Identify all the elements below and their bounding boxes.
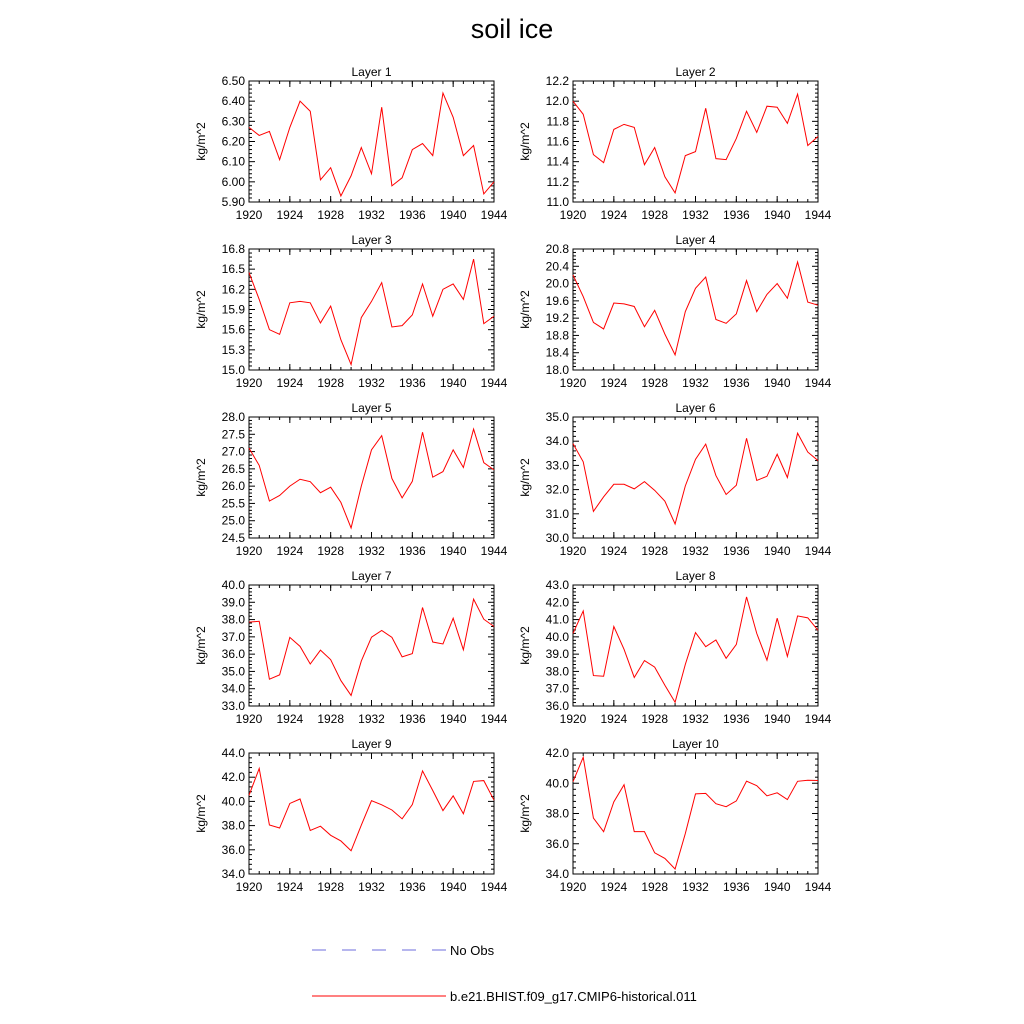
panel-10-ytick-label: 38.0 [545, 806, 569, 821]
panel-8-title: Layer 8 [675, 569, 716, 583]
panel-1-ytick-label: 6.00 [221, 174, 245, 189]
panel-2-ytick-label: 12.0 [545, 94, 569, 109]
panel-7-xtick-label: 1932 [358, 712, 385, 726]
panel-5-xtick-label: 1928 [317, 544, 345, 558]
panel-7-xtick-label: 1940 [439, 712, 467, 726]
panel-5-xtick-label: 1936 [398, 544, 426, 558]
panel-2-xtick-label: 1928 [641, 208, 669, 222]
panel-1-title: Layer 1 [351, 65, 392, 79]
panel-7-ytick-label: 34.0 [221, 681, 245, 696]
panel-1-xtick-label: 1928 [317, 208, 345, 222]
panel-9 [194, 737, 508, 894]
panel-10-ytick-label: 34.0 [545, 867, 569, 881]
panel-8-ytick-label: 42.0 [545, 595, 569, 610]
panel-4-ytick-label: 20.4 [545, 259, 569, 274]
panel-8-xtick-label: 1920 [559, 712, 587, 726]
panel-3-xtick-label: 1940 [439, 376, 467, 390]
panel-1-ytick-label: 6.40 [221, 94, 245, 109]
panel-2-ytick-label: 11.2 [546, 174, 569, 189]
panel-8-xtick-label: 1940 [763, 712, 791, 726]
panel-8-xtick-label: 1932 [682, 712, 709, 726]
panel-9-ytick-label: 38.0 [221, 818, 245, 833]
panel-10-ylabel: kg/m^2 [518, 794, 532, 833]
panel-9-xtick-label: 1936 [398, 880, 426, 894]
panel-4-series-line [573, 262, 818, 355]
panel-3-title: Layer 3 [351, 233, 392, 247]
panel-4-title: Layer 4 [675, 233, 716, 247]
panel-2-ytick-label: 11.0 [546, 195, 569, 209]
panel-7 [194, 569, 508, 726]
panel-6-title: Layer 6 [675, 401, 716, 415]
panel-7-xtick-label: 1920 [235, 712, 263, 726]
panel-1 [194, 65, 508, 222]
panel-3-xtick-label: 1920 [235, 376, 263, 390]
panel-7-title: Layer 7 [351, 569, 392, 583]
panel-2-title: Layer 2 [675, 65, 716, 79]
panel-8-xtick-label: 1944 [804, 712, 832, 726]
panel-1-xtick-label: 1920 [235, 208, 263, 222]
panel-1-xtick-label: 1932 [358, 208, 385, 222]
panel-6-ytick-label: 31.0 [545, 506, 569, 521]
panel-5-ytick-label: 26.5 [221, 461, 245, 476]
panel-4-ytick-label: 19.2 [545, 311, 569, 326]
panel-7-xtick-label: 1936 [398, 712, 426, 726]
panel-9-xtick-label: 1944 [480, 880, 508, 894]
panel-10-ytick-label: 40.0 [545, 776, 569, 791]
panel-8-ytick-label: 38.0 [545, 664, 569, 679]
panel-10-ytick-label: 42.0 [545, 746, 569, 760]
panel-8-ytick-label: 43.0 [545, 578, 569, 592]
panel-9-ytick-label: 34.0 [221, 867, 245, 881]
panel-4-xtick-label: 1924 [600, 376, 628, 390]
panel-6-xtick-label: 1920 [559, 544, 587, 558]
panel-6-ytick-label: 34.0 [545, 434, 569, 449]
panel-5-ytick-label: 25.0 [221, 513, 245, 528]
panel-4-ylabel: kg/m^2 [518, 290, 532, 329]
panel-4-xtick-label: 1920 [559, 376, 587, 390]
panel-6-xtick-label: 1936 [722, 544, 750, 558]
panel-5-ytick-label: 27.0 [221, 444, 245, 459]
panel-5-ytick-label: 28.0 [221, 410, 245, 424]
panel-10-xtick-label: 1920 [559, 880, 587, 894]
panel-3-xtick-label: 1924 [276, 376, 304, 390]
panel-9-xtick-label: 1940 [439, 880, 467, 894]
panel-1-ytick-label: 6.30 [221, 114, 245, 129]
panel-5-series-line [249, 429, 494, 528]
panel-3-ytick-label: 15.6 [221, 322, 245, 337]
panel-2-xtick-label: 1920 [559, 208, 587, 222]
panel-7-xtick-label: 1944 [480, 712, 508, 726]
panel-5-xtick-label: 1940 [439, 544, 467, 558]
panel-5 [194, 401, 508, 558]
panel-1-xtick-label: 1936 [398, 208, 426, 222]
panel-8-xtick-label: 1936 [722, 712, 750, 726]
panel-9-ylabel: kg/m^2 [194, 794, 208, 833]
panel-7-ytick-label: 40.0 [221, 578, 245, 592]
panel-8-ytick-label: 40.0 [545, 629, 569, 644]
panel-4-frame [573, 249, 818, 370]
panel-7-ytick-label: 36.0 [221, 647, 245, 662]
panel-1-ytick-label: 6.10 [221, 154, 245, 169]
panel-10-xtick-label: 1944 [804, 880, 832, 894]
panel-4-ytick-label: 18.0 [545, 363, 569, 377]
panel-6-xtick-label: 1932 [682, 544, 709, 558]
panel-1-xtick-label: 1940 [439, 208, 467, 222]
panel-7-series-line [249, 599, 494, 695]
panel-5-xtick-label: 1924 [276, 544, 304, 558]
panel-7-ytick-label: 33.0 [221, 699, 245, 713]
panel-5-title: Layer 5 [351, 401, 392, 415]
panel-7-ylabel: kg/m^2 [194, 626, 208, 665]
panel-4-xtick-label: 1944 [804, 376, 832, 390]
panel-3 [194, 233, 508, 390]
panel-9-xtick-label: 1928 [317, 880, 345, 894]
panel-10-xtick-label: 1928 [641, 880, 669, 894]
panel-7-frame [249, 585, 494, 706]
panel-7-ytick-label: 39.0 [221, 595, 245, 610]
panel-2-xtick-label: 1924 [600, 208, 628, 222]
panel-8-series-line [573, 597, 818, 702]
panel-8-xtick-label: 1924 [600, 712, 628, 726]
panel-6-xtick-label: 1928 [641, 544, 669, 558]
panel-4-xtick-label: 1928 [641, 376, 669, 390]
panel-1-ylabel: kg/m^2 [194, 122, 208, 161]
panel-4-ytick-label: 18.4 [545, 345, 569, 360]
panel-1-xtick-label: 1924 [276, 208, 304, 222]
panel-6-xtick-label: 1940 [763, 544, 791, 558]
panel-3-xtick-label: 1928 [317, 376, 345, 390]
panel-5-ytick-label: 24.5 [221, 531, 245, 545]
panel-2 [518, 65, 832, 222]
panel-6-ytick-label: 35.0 [545, 410, 569, 424]
panel-6-xtick-label: 1944 [804, 544, 832, 558]
panel-3-ytick-label: 15.0 [221, 363, 245, 377]
panel-7-ytick-label: 37.0 [221, 629, 245, 644]
panel-10-series-line [573, 757, 818, 869]
panel-4-ytick-label: 20.8 [545, 242, 569, 256]
panel-5-ylabel: kg/m^2 [194, 458, 208, 497]
panel-9-xtick-label: 1920 [235, 880, 263, 894]
panel-2-ytick-label: 12.2 [545, 74, 569, 88]
panel-6 [518, 401, 832, 558]
panel-9-xtick-label: 1932 [358, 880, 385, 894]
panel-8-ytick-label: 37.0 [545, 681, 569, 696]
panel-7-xtick-label: 1928 [317, 712, 345, 726]
panel-5-frame [249, 417, 494, 538]
panel-4 [518, 233, 832, 390]
panel-5-ytick-label: 25.5 [221, 496, 245, 511]
panel-3-xtick-label: 1944 [480, 376, 508, 390]
panel-9-xtick-label: 1924 [276, 880, 304, 894]
panel-5-ytick-label: 27.5 [221, 427, 245, 442]
panel-6-ytick-label: 33.0 [545, 458, 569, 473]
panel-10-title: Layer 10 [672, 737, 719, 751]
panel-6-xtick-label: 1924 [600, 544, 628, 558]
legend [312, 943, 697, 1004]
panel-3-xtick-label: 1936 [398, 376, 426, 390]
panel-3-ytick-label: 16.5 [221, 262, 245, 277]
panel-2-ytick-label: 11.6 [546, 134, 569, 149]
panel-4-xtick-label: 1940 [763, 376, 791, 390]
panel-3-ytick-label: 15.3 [221, 342, 245, 357]
panel-1-ytick-label: 5.90 [221, 195, 245, 209]
panel-3-series-line [249, 259, 494, 365]
panel-2-series-line [573, 94, 818, 193]
panel-3-frame [249, 249, 494, 370]
panel-6-ytick-label: 32.0 [545, 482, 569, 497]
panel-9-series-line [249, 768, 494, 850]
panel-10-xtick-label: 1924 [600, 880, 628, 894]
panel-10-ytick-label: 36.0 [545, 836, 569, 851]
panel-2-ylabel: kg/m^2 [518, 122, 532, 161]
panel-2-ytick-label: 11.4 [546, 154, 569, 169]
panel-9-ytick-label: 44.0 [221, 746, 245, 760]
panel-4-xtick-label: 1936 [722, 376, 750, 390]
panel-10-xtick-label: 1940 [763, 880, 791, 894]
panel-8 [518, 569, 832, 726]
panel-5-xtick-label: 1920 [235, 544, 263, 558]
panel-6-series-line [573, 433, 818, 524]
panel-8-ytick-label: 39.0 [545, 647, 569, 662]
panel-5-ytick-label: 26.0 [221, 479, 245, 494]
panel-6-ylabel: kg/m^2 [518, 458, 532, 497]
panel-7-xtick-label: 1924 [276, 712, 304, 726]
panel-2-xtick-label: 1944 [804, 208, 832, 222]
panel-8-ytick-label: 36.0 [545, 699, 569, 713]
panel-2-xtick-label: 1936 [722, 208, 750, 222]
panel-2-xtick-label: 1932 [682, 208, 709, 222]
panel-9-title: Layer 9 [351, 737, 392, 751]
chart-main-title: soil ice [470, 14, 554, 44]
panel-1-series-line [249, 93, 494, 196]
panel-8-xtick-label: 1928 [641, 712, 669, 726]
panel-6-ytick-label: 30.0 [545, 531, 569, 545]
panel-4-ytick-label: 19.6 [545, 293, 569, 308]
panel-6-frame [573, 417, 818, 538]
legend-obs-label: No Obs [450, 943, 495, 958]
panel-7-ytick-label: 35.0 [221, 664, 245, 679]
panel-1-ytick-label: 6.50 [221, 74, 245, 88]
panel-9-ytick-label: 42.0 [221, 770, 245, 785]
panel-5-xtick-label: 1944 [480, 544, 508, 558]
panel-2-xtick-label: 1940 [763, 208, 791, 222]
panel-8-ylabel: kg/m^2 [518, 626, 532, 665]
panel-10 [518, 737, 832, 894]
panel-8-ytick-label: 41.0 [545, 612, 569, 627]
panel-3-ylabel: kg/m^2 [194, 290, 208, 329]
panel-3-ytick-label: 16.8 [221, 242, 245, 256]
legend-model-label: b.e21.BHIST.f09_g17.CMIP6-historical.011 [450, 989, 697, 1004]
panel-4-xtick-label: 1932 [682, 376, 709, 390]
panel-1-xtick-label: 1944 [480, 208, 508, 222]
panel-9-ytick-label: 40.0 [221, 794, 245, 809]
panel-4-ytick-label: 20.0 [545, 276, 569, 291]
panel-3-xtick-label: 1932 [358, 376, 385, 390]
panel-10-xtick-label: 1936 [722, 880, 750, 894]
panel-10-xtick-label: 1932 [682, 880, 709, 894]
panel-2-ytick-label: 11.8 [546, 114, 569, 129]
panel-5-xtick-label: 1932 [358, 544, 385, 558]
panel-4-ytick-label: 18.8 [545, 328, 569, 343]
panel-9-ytick-label: 36.0 [221, 842, 245, 857]
panel-7-ytick-label: 38.0 [221, 612, 245, 627]
panel-3-ytick-label: 16.2 [221, 282, 245, 297]
panel-1-ytick-label: 6.20 [221, 134, 245, 149]
panel-3-ytick-label: 15.9 [221, 302, 245, 317]
